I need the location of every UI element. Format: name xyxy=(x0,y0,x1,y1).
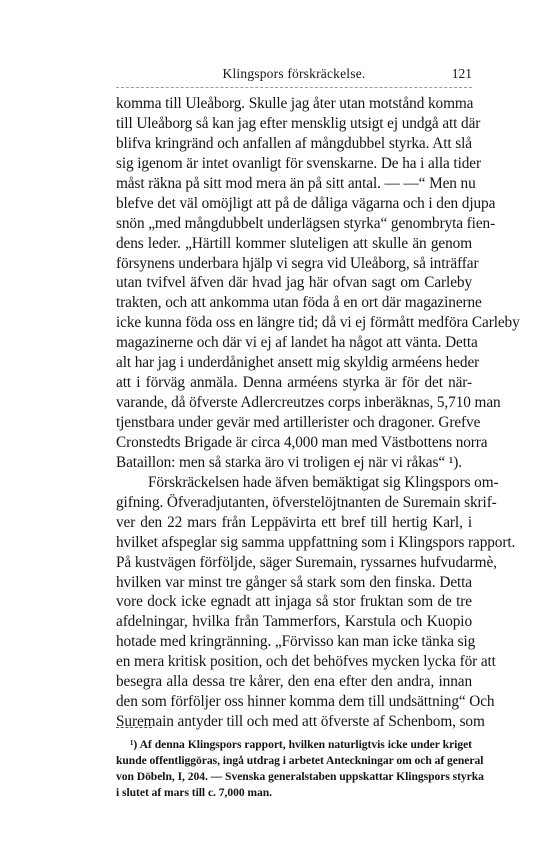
text-line: en mera kritisk position, och det behöfves mycken lycka för att xyxy=(116,653,496,671)
text-line: försynens underbara hjälp vi segra vid Uleåborg, så inträffar xyxy=(116,254,479,272)
text-line: ver den 22 mars från Leppävirta ett bref till hertig Karl, i xyxy=(116,513,472,531)
text-line: utan tvifvel äfven där hvad jag här ofvan sagt om Carleby xyxy=(116,274,472,292)
text-line: Suremain antyder till och med att öfverste af Schenbom, som xyxy=(116,713,485,731)
text-line: alt har jag i underdånighet ansett mig skyldig arméens heder xyxy=(116,354,480,372)
text-line: blifva kringränd och anfallen af mångdubbel styrka. Att slå xyxy=(116,134,472,152)
footnote-line: von Döbeln, I, 204. — Svenska generalstaben uppskattar Klingspors styrka xyxy=(116,770,484,783)
text-line: icke kunna föda oss en längre tid; då vi ej förmått medföra Carleby xyxy=(116,314,520,332)
footnote-line: i slutet af mars till c. 7,000 man. xyxy=(116,786,273,799)
text-line: dens leder. „Härtill kommer sluteligen att skulle än genom xyxy=(116,234,472,252)
text-line: Cronstedts Brigade är circa 4,000 man med Västbottens norra xyxy=(116,433,488,451)
text-line: På kustvägen förföljde, säger Suremain, ryssarnes hufvudarmè, xyxy=(116,553,497,571)
text-line: måst räkna på sitt mod mera än på sitt antal. — —“ Men nu xyxy=(116,174,476,192)
text-line: komma till Uleåborg. Skulle jag åter utan motstånd komma xyxy=(116,95,474,112)
text-line: hotade med kringränning. „Förvisso kan man icke tänka sig xyxy=(116,633,476,651)
text-line: trakten, och att ankomma utan föda å en ort där magazinerne xyxy=(116,294,482,312)
text-line: magazinerne och där vi ej af landet ha något att vänta. Detta xyxy=(116,334,478,352)
text-line: snön „med mångdubbelt underlägsen styrka“ genombryta fien- xyxy=(116,214,496,232)
text-line: till Uleåborg så kan jag efter mensklig utsigt ej undgå att där xyxy=(116,114,481,132)
text-line: hvilket afspeglar sig samma uppfattning som i Klingspors rapport. xyxy=(116,533,516,551)
text-line: vore dock icke egnadt att injaga så stor fruktan som de tre xyxy=(116,593,472,611)
footnote xyxy=(116,737,484,801)
text-line: den som förföljer oss hinner komma dem till undsättning“ Och xyxy=(116,693,495,711)
page-number: 121 xyxy=(451,66,472,81)
text-line: Bataillon: men så starka äro vi troligen ej när vi råkas“ ¹). xyxy=(116,453,462,471)
text-line: blefve det väl omöjligt att på de dåliga vägarna och i den djupa xyxy=(116,194,496,212)
running-head xyxy=(116,66,472,84)
footnote-rule xyxy=(116,727,152,728)
body-text xyxy=(116,94,520,732)
header-rule xyxy=(116,87,472,88)
text-line: hvilken var minst tre gånger så stark som den finska. Detta xyxy=(116,573,472,591)
text-line: varande, då öfverste Adlercreutzes corps inberäknas, 5,710 man xyxy=(116,394,501,412)
text-line: tjenstbara under gevär med artillerister och dragoner. Grefve xyxy=(116,414,481,431)
text-line: sig igenom är intet ovanligt för svenskarne. De ha i alla tider xyxy=(116,154,481,172)
footnote-line: kunde offentliggöras, ingå utdrag i arbetet Anteckningar om och af general xyxy=(116,754,484,767)
text-line: gifning. Öfveradjutanten, öfverstelöjtnanten de Suremain skrif- xyxy=(116,493,497,511)
text-line: besegra alla dessa tre kårer, den ena efter den andra, innan xyxy=(116,673,472,691)
footnote-line: ¹) Af denna Klingspors rapport, hvilken naturligtvis icke under kriget xyxy=(130,738,472,751)
running-title: Klingspors förskräckelse. xyxy=(222,66,366,81)
text-line: afdelningar, hvilka från Tammerfors, Karstula och Kuopio xyxy=(116,613,472,631)
text-line: Förskräckelsen hade äfven bemäktigat sig Klingspors om- xyxy=(148,473,499,491)
text-line: att i förväg anmäla. Denna arméens styrka är för det när- xyxy=(116,374,472,392)
